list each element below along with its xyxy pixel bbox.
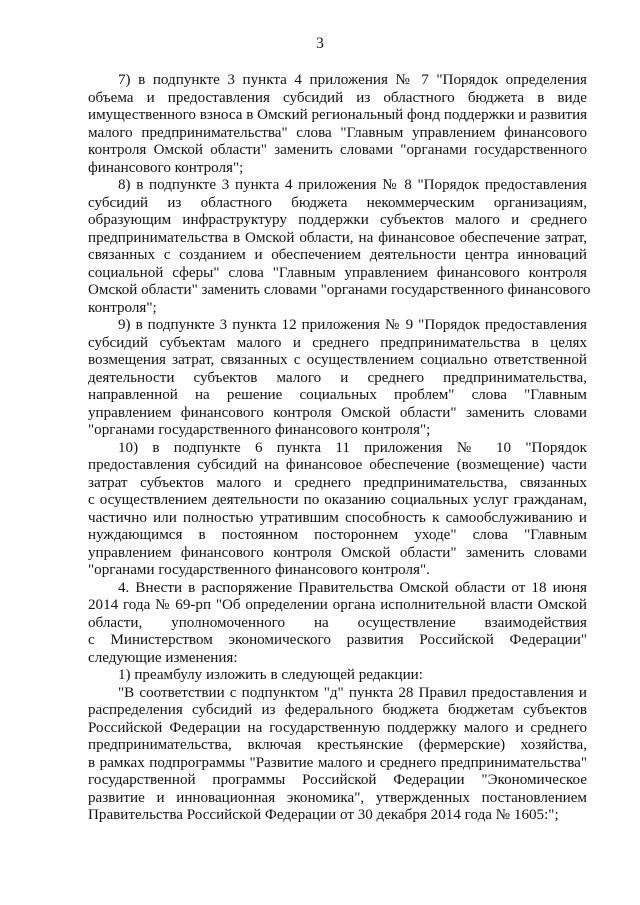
text-line: 9) в подпункте 3 пункта 12 приложения № 9 "Порядок предоставления — [118, 317, 587, 333]
text-line: "В соответствии с подпунктом "д" пункта 28 Правил предоставления и — [118, 684, 587, 701]
text-line: распределения субсидий из федерального бюджета бюджетам субъектов — [88, 702, 587, 718]
text-line: предпринимательства в Омской области, на финансовое обеспечение затрат, — [88, 229, 587, 246]
text-line: развитие и инновационная экономика", утвержденных постановлением — [88, 789, 587, 806]
text-line: контроля"; — [88, 299, 157, 316]
text-line: Российской Федерации на государственную поддержку малого и среднего — [88, 719, 587, 736]
text-line: образующим инфраструктуру поддержки субъектов малого и среднего — [88, 212, 587, 228]
text-line: управлением финансового контроля Омской области" заменить словами — [88, 404, 587, 421]
text-line: затрат субъектов малого и среднего предпринимательства, связанных — [88, 474, 587, 491]
text-line: предпринимательства, включая крестьянские (фермерские) хозяйства, — [88, 737, 587, 753]
text-line: государственной программы Российской Федерации "Экономическое — [88, 772, 587, 788]
text-line: с Министерством экономического развития Российской Федерации" — [88, 632, 587, 648]
text-line: 10) в подпункте 6 пункта 11 приложения № 10 "Порядок — [118, 439, 587, 456]
text-line: направленной на решение социальных проблем" слова "Главным — [88, 387, 587, 403]
text-line: связанных с созданием и обеспечением деятельности центра инноваций — [88, 247, 587, 263]
text-line: объема и предоставления субсидий из областного бюджета в виде — [88, 89, 587, 106]
text-line: области, уполномоченного на осуществление взаимодействия — [88, 614, 587, 631]
text-line: 4. Внести в распоряжение Правительства Омской области от 18 июня — [118, 579, 587, 596]
page-number: 3 — [316, 35, 324, 52]
text-line: социальной сферы" слова "Главным управлением финансового контроля — [88, 264, 587, 281]
text-line: "органами государственного финансового контроля"; — [88, 422, 431, 438]
text-line: имущественного взноса в Омский региональный фонд поддержки и развития — [88, 107, 588, 123]
text-line: управлением финансового контроля Омской области" заменить словами — [88, 544, 587, 561]
text-line: нуждающимся в постоянном постороннем уходе" слова "Главным — [88, 527, 587, 543]
text-line: 1) преамбулу изложить в следующей редакции: — [118, 667, 423, 683]
document-body — [88, 72, 591, 825]
text-line: деятельности субъектов малого и среднего предпринимательства, — [88, 369, 587, 386]
text-line: частично или полностью утратившим способность к самообслуживанию и — [88, 509, 587, 526]
text-line: предоставления субсидий на финансовое обеспечение (возмещение) части — [88, 457, 587, 473]
text-line: в рамках подпрограммы "Развитие малого и среднего предпринимательства" — [88, 754, 587, 771]
text-line: Правительства Российской Федерации от 30 декабря 2014 года № 1605:"; — [88, 807, 559, 823]
text-line: малого предпринимательства" слова "Главным управлением финансового — [88, 124, 587, 141]
text-line: финансового контроля"; — [88, 159, 244, 176]
text-line: 7) в подпункте 3 пункта 4 приложения № 7 "Порядок определения — [118, 72, 587, 88]
text-line: контроля Омской области" заменить словами "органами государственного — [88, 142, 587, 158]
text-line: 2014 года № 69-рп "Об определении органа исполнительной власти Омской — [88, 597, 587, 613]
text-line: Омской области" заменить словами "органами государственного финансового — [88, 282, 591, 298]
text-line: 8) в подпункте 3 пункта 4 приложения № 8 "Порядок предоставления — [118, 177, 587, 193]
text-line: "органами государственного финансового контроля". — [88, 562, 430, 578]
text-line: субсидий из областного бюджета некоммерческим организациям, — [88, 194, 587, 211]
text-line: с осуществлением деятельности по оказанию социальных услуг гражданам, — [88, 492, 587, 508]
text-line: субсидий субъектам малого и среднего предпринимательства в целях — [88, 334, 587, 351]
text-line: следующие изменения: — [88, 649, 238, 666]
text-line: возмещения затрат, связанных с осуществлением социально ответственной — [88, 352, 587, 368]
